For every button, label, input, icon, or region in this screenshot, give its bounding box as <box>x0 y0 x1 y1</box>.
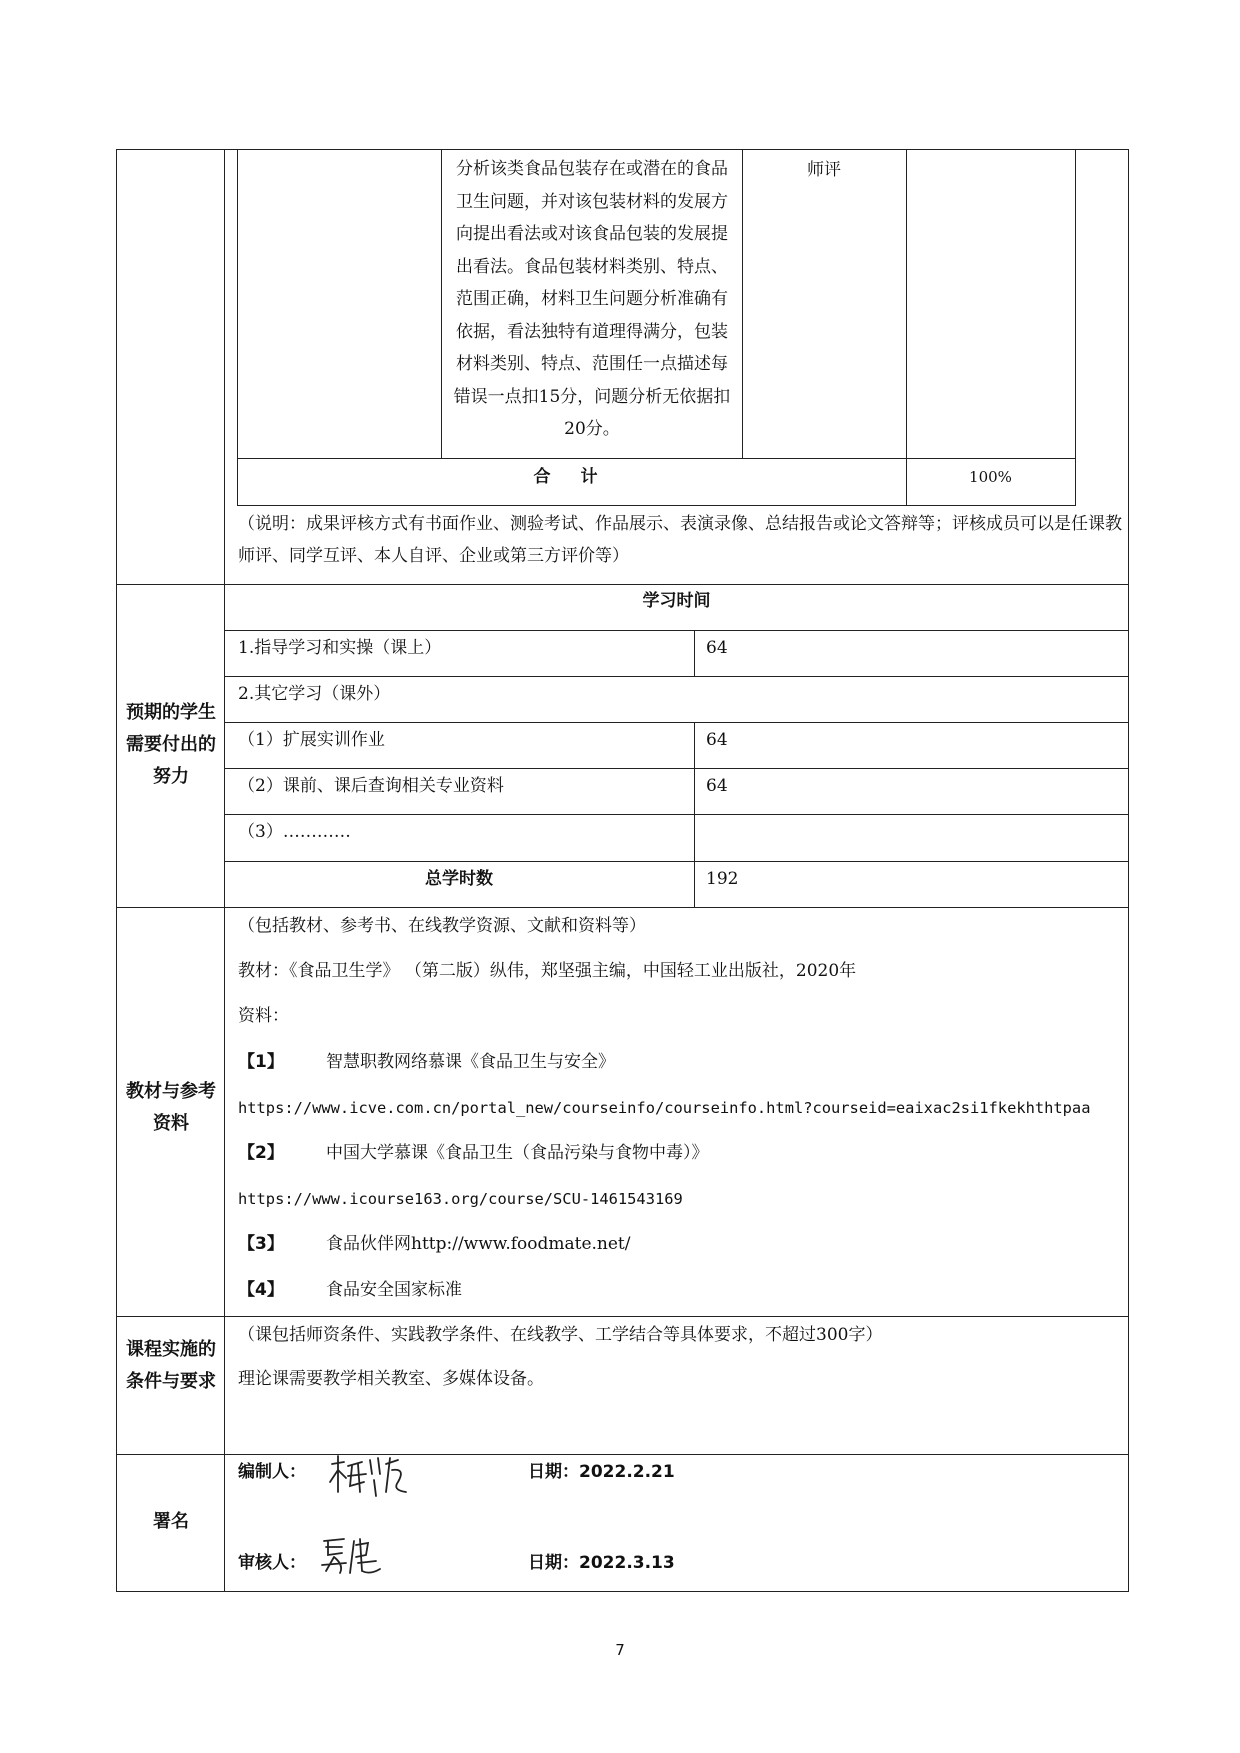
section-divider-2 <box>116 907 1129 908</box>
effort-row-line-6 <box>224 861 1129 862</box>
conditions-text: 理论课需要教学相关教室、多媒体设备。 <box>238 1369 544 1389</box>
effort-row-line-5 <box>224 814 1129 815</box>
inner-col-divider-2 <box>742 149 743 458</box>
effort-row-label: （2）课前、课后查询相关专业资料 <box>238 776 504 796</box>
assessment-note: （说明：成果评核方式有书面作业、测验考试、作品展示、表演录像、总结报告或论文答辩等；评核成员可以是任课教师评、同学互评、本人自评、企业或第三方评价等） <box>238 514 1122 566</box>
conditions-section-label: 课程实施的条件与要求 <box>126 1339 216 1392</box>
table-right-border <box>1128 149 1129 1591</box>
effort-row-label: （3）………… <box>238 822 351 842</box>
assessment-total-label: 合 计 <box>533 467 610 487</box>
inner-col-divider-3 <box>906 149 907 506</box>
effort-row-line-2 <box>224 676 1129 677</box>
reviewer-label: 审核人： <box>238 1553 306 1573</box>
reference-text: 食品安全国家标准 <box>326 1280 462 1300</box>
materials-label: 资料： <box>238 1006 289 1026</box>
compiler-label: 编制人： <box>238 1462 306 1482</box>
effort-col-divider-b <box>694 722 695 907</box>
effort-row-line-1 <box>224 630 1129 631</box>
effort-col-divider-a <box>694 630 695 676</box>
table-top-border <box>116 149 1129 150</box>
reference-number: 【2】 <box>238 1143 284 1163</box>
effort-row-value: 64 <box>706 638 728 658</box>
conditions-intro: （课包括师资条件、实践教学条件、在线教学、工学结合等具体要求，不超过300字） <box>238 1325 883 1345</box>
reference-number: 【1】 <box>238 1052 284 1072</box>
reference-url[interactable]: https://www.icourse163.org/course/SCU-1461543169 <box>238 1190 683 1208</box>
section-divider-1 <box>116 584 1129 585</box>
inner-row-divider <box>237 458 1075 459</box>
effort-row-label: 1.指导学习和实操（课上） <box>238 638 442 658</box>
effort-section-label: 预期的学生需要付出的努力 <box>126 702 216 787</box>
reference-number: 【4】 <box>238 1280 284 1300</box>
inner-col-divider-1 <box>441 149 442 458</box>
section-divider-3 <box>116 1316 1129 1317</box>
page-number: 7 <box>615 1641 625 1659</box>
effort-header: 学习时间 <box>642 591 711 611</box>
review-date: 日期：2022.3.13 <box>528 1553 675 1573</box>
assessment-total-value: 100% <box>969 468 1012 486</box>
table-bottom-border <box>116 1591 1129 1592</box>
effort-row-value: 64 <box>706 776 728 796</box>
reference-number: 【3】 <box>238 1234 284 1254</box>
signature-section-label: 署名 <box>153 1511 189 1532</box>
table-left-border <box>116 149 117 1591</box>
effort-row-label: （1）扩展实训作业 <box>238 730 385 750</box>
effort-row-label: 2.其它学习（课外） <box>238 684 391 704</box>
inner-bottom-border <box>237 505 1075 506</box>
compiler-signature-image <box>328 1452 410 1502</box>
textbook-line: 教材：《食品卫生学》 （第二版）纵伟，郑坚强主编，中国轻工业出版社，2020年 <box>238 961 857 981</box>
section-divider-4 <box>116 1454 1129 1455</box>
references-section-label: 教材与参考资料 <box>126 1081 216 1134</box>
inner-right-border <box>1075 149 1076 506</box>
references-intro: （包括教材、参考书、在线教学资源、文献和资料等） <box>238 916 646 936</box>
compile-date: 日期：2022.2.21 <box>528 1462 675 1482</box>
reference-text: 食品伙伴网http://www.foodmate.net/ <box>326 1234 631 1254</box>
reference-text: 中国大学慕课《食品卫生（食品污染与食物中毒）》 <box>326 1143 709 1163</box>
reviewer-signature-image <box>320 1535 384 1577</box>
assessment-criteria: 分析该类食品包装存在或潜在的食品卫生问题，并对该包装材料的发展方向提出看法或对该食品包装的发展提出看法。食品包装材料类别、特点、范围正确，材料卫生问题分析准确有依据，看法独特有道理得满分，包装材料类别、特点、范围任一点描述每错误一点扣15分，问题分析无依据扣20分。 <box>453 159 731 439</box>
reference-url[interactable]: https://www.icve.com.cn/portal_new/courseinfo/courseinfo.html?courseid=eaixac2si1fkekhthtpaa <box>238 1099 1091 1117</box>
effort-total-label: 总学时数 <box>425 869 493 889</box>
reference-text: 智慧职教网络慕课《食品卫生与安全》 <box>326 1052 615 1072</box>
inner-left-border <box>237 149 238 506</box>
evaluator-label: 师评 <box>807 160 841 180</box>
effort-row-value: 64 <box>706 730 728 750</box>
effort-total-value: 192 <box>706 869 739 889</box>
effort-row-line-3 <box>224 722 1129 723</box>
effort-row-line-4 <box>224 768 1129 769</box>
